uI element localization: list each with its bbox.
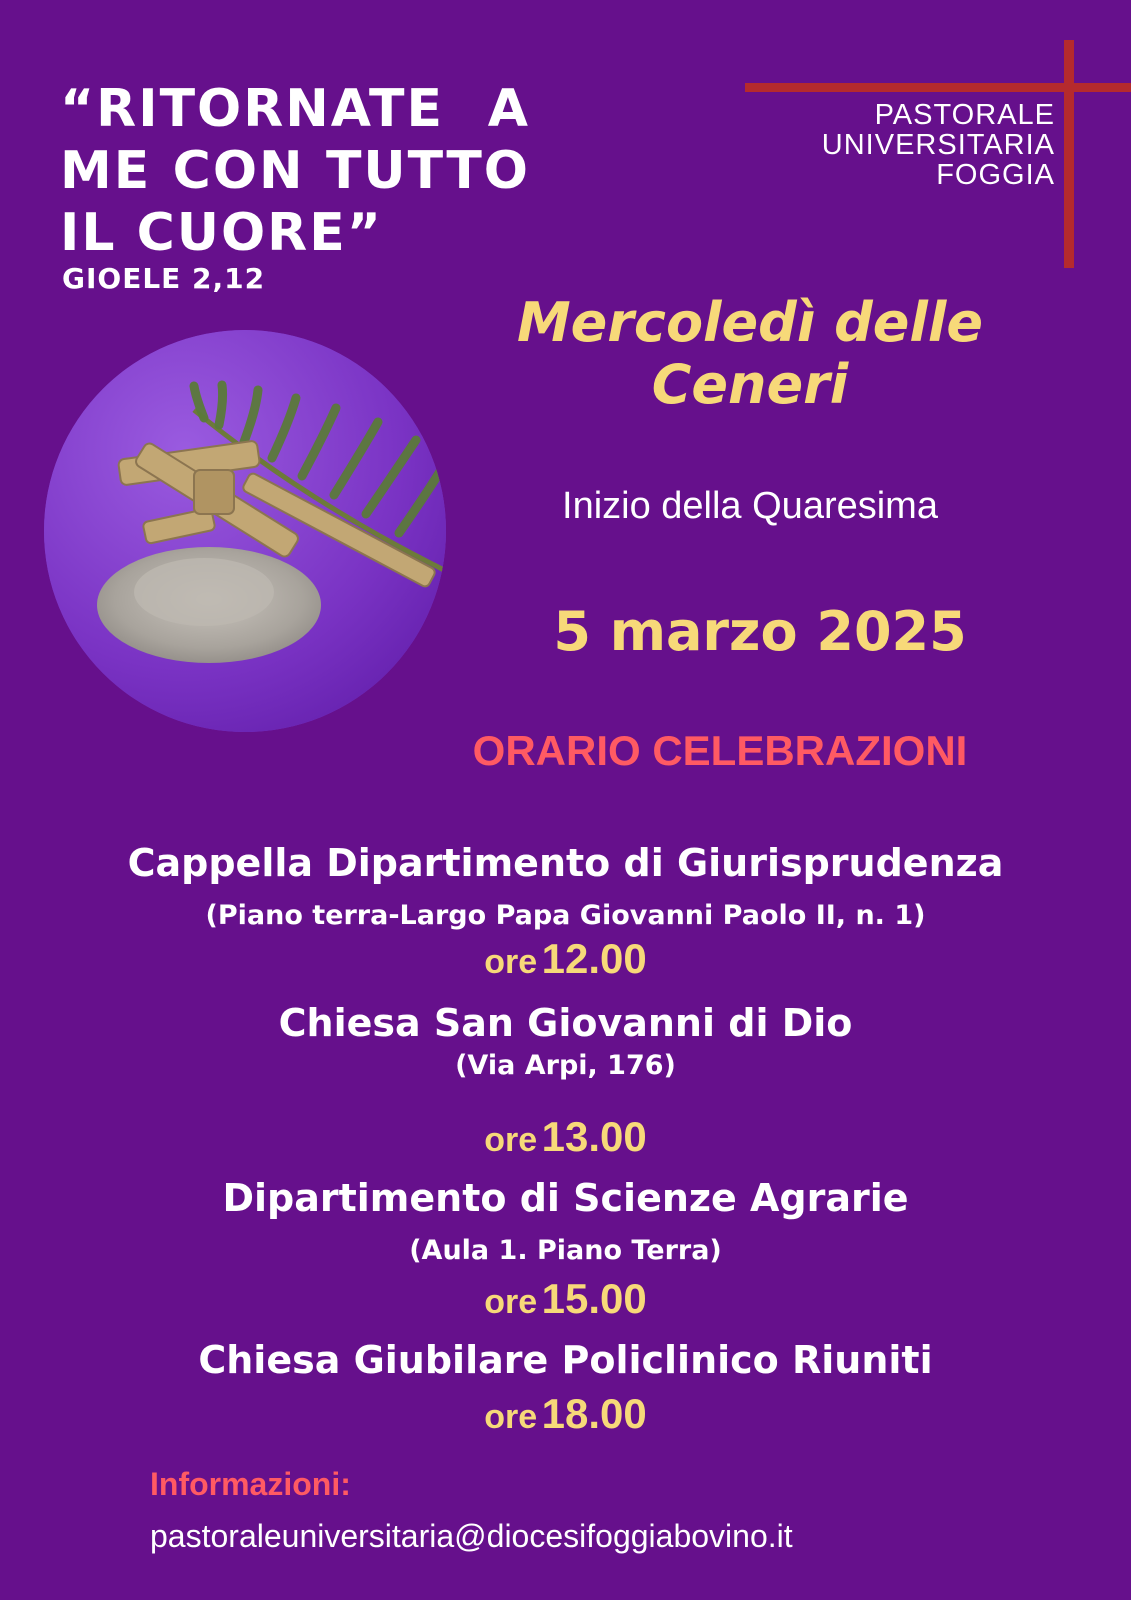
venue-name: Chiesa Giubilare Policlinico Riuniti [198,1338,933,1382]
time-prefix: ore [484,1398,538,1436]
venue-name: Chiesa San Giovanni di Dio [278,1001,853,1045]
venue-address: (Piano terra-Largo Papa Giovanni Paolo II, n. 1) [205,900,926,931]
event-title [470,292,1030,416]
celebration-time [0,1275,1131,1333]
contact-email[interactable]: pastoraleuniversitaria@diocesifoggiabovino.it [150,1518,793,1554]
quote-text: “RITORNATE A ME CON TUTTO IL CUORE” [60,79,530,263]
schedule-heading: ORARIO CELEBRAZIONI [472,727,968,774]
org-line-1: PASTORALE [874,99,1055,131]
celebration-time [0,1113,1131,1171]
palm-cross-ashes-image [44,330,446,732]
venue-name: Dipartimento di Scienze Agrarie [222,1176,909,1220]
info-label: Informazioni: [150,1466,351,1502]
venue-name: Cappella Dipartimento di Giurisprudenza [127,841,1004,885]
celebration-time [0,1390,1131,1448]
quote-reference: GIOELE 2,12 [62,262,266,295]
time-value: 15.00 [541,1275,647,1322]
venue-address: (Aula 1. Piano Terra) [409,1235,722,1266]
cross-vertical-bar [1064,40,1074,268]
palm-cross-illustration [44,330,446,732]
time-value: 13.00 [541,1113,647,1160]
event-date: 5 marzo 2025 [553,600,967,663]
event-title-line-1: Mercoledì delle [516,291,984,354]
time-value: 18.00 [541,1390,647,1437]
event-title-line-2: Ceneri [651,353,849,416]
organization-name [775,100,1055,190]
time-prefix: ore [484,943,538,981]
celebration-time [0,935,1131,993]
time-prefix: ore [484,1121,538,1159]
time-prefix: ore [484,1283,538,1321]
venue-address: (Via Arpi, 176) [455,1050,676,1081]
org-line-3: FOGGIA [936,159,1055,191]
org-line-2: UNIVERSITARIA [821,129,1055,161]
event-subtitle: Inizio della Quaresima [562,485,938,527]
time-value: 12.00 [541,935,647,982]
